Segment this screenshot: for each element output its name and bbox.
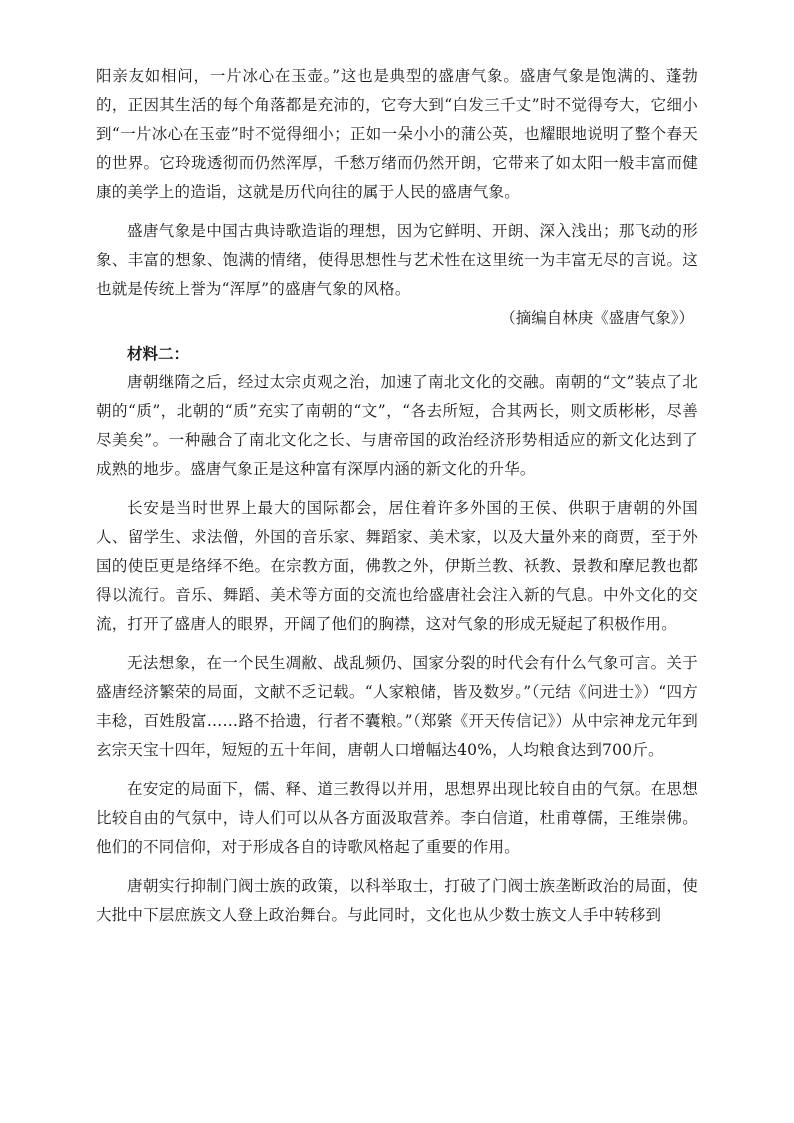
source-citation: （摘编自林庚《盛唐气象》）: [500, 309, 694, 327]
section-heading-material-two: 材料二：: [127, 344, 190, 363]
paragraph-imperial-exam: 唐朝实行抑制门阀士族的政策，以科举取士，打破了门阀士族垄断政治的局面，使大批中下层庶族文人登上政治舞台。与此同时，文化也从少数士族文人手中转移到: [96, 877, 698, 924]
paragraph-shengtang-ideal: 盛唐气象是中国古典诗歌造诣的理想，因为它鲜明、开朗、深入浅出；那飞动的形象、丰富的想象、饱满的情绪，使得思想性与艺术性在这里统一为丰富无尽的言说。这也就是传统上誉为“浑厚”的盛唐气象的风格。: [96, 222, 698, 298]
paragraph-continuation: 阳亲友如相问，一片冰心在玉壶。”这也是典型的盛唐气象。盛唐气象是饱满的、蓬勃的，正因其生活的每个角落都是充沛的，它夸大到“白发三千丈”时不觉得夸大，它细小到“一片冰心在玉壶”时不觉得细小；正如一朵小小的蒲公英，也耀眼地说明了整个春天的世界。它玲珑透彻而仍然浑厚，千愁万绪而仍然开朗，它带来了如太阳一般丰富而健康的美学上的造诣，这就是历代向往的属于人民的盛唐气象。: [96, 67, 698, 201]
paragraph-economic-prosperity: 无法想象，在一个民生凋敝、战乱频仍、国家分裂的时代会有什么气象可言。关于盛唐经济繁荣的局面，文献不乏记载。“人家粮储，皆及数岁。”（元结《问进士》）“四方丰稔，百姓殷富……路不拾遗，行者不囊粮。”（郑綮《开天传信记》）从中宗神龙元年到玄宗天宝十四年，短短的五十年间，唐朝人口增幅达40%，人均粮食达到700斤。: [96, 654, 698, 759]
paragraph-north-south-fusion: 唐朝继隋之后，经过太宗贞观之治，加速了南北文化的交融。南朝的“文”装点了北朝的“质”，北朝的“质”充实了南朝的“文”，“各去所短，合其两长，则文质彬彬，尽善尽美矣”。一种融合了南北文化之长、与唐帝国的政治经济形势相适应的新文化达到了成熟的地步。盛唐气象正是这种富有深厚内涵的新文化的升华。: [96, 373, 698, 478]
document-body: [96, 62, 698, 930]
paragraph-religious-freedom: 在安定的局面下，儒、释、道三教得以并用，思想界出现比较自由的气氛。在思想比较自由的气氛中，诗人们可以从各方面汲取营养。李白信道，杜甫尊儒，王维崇佛。他们的不同信仰，对于形成各自的诗歌风格起了重要的作用。: [96, 780, 698, 856]
paragraph-changan-international: 长安是当时世界上最大的国际都会，居住着许多外国的王侯、供职于唐朝的外国人、留学生、求法僧，外国的音乐家、舞蹈家、美术家，以及大量外来的商贾，至于外国的使臣更是络绎不绝。在宗教方面，佛教之外，伊斯兰教、袄教、景教和摩尼教也都得以流行。音乐、舞蹈、美术等方面的交流也给盛唐社会注入新的气息。中外文化的交流，打开了盛唐人的眼界，开阔了他们的胸襟，这对气象的形成无疑起了积极作用。: [96, 499, 698, 633]
